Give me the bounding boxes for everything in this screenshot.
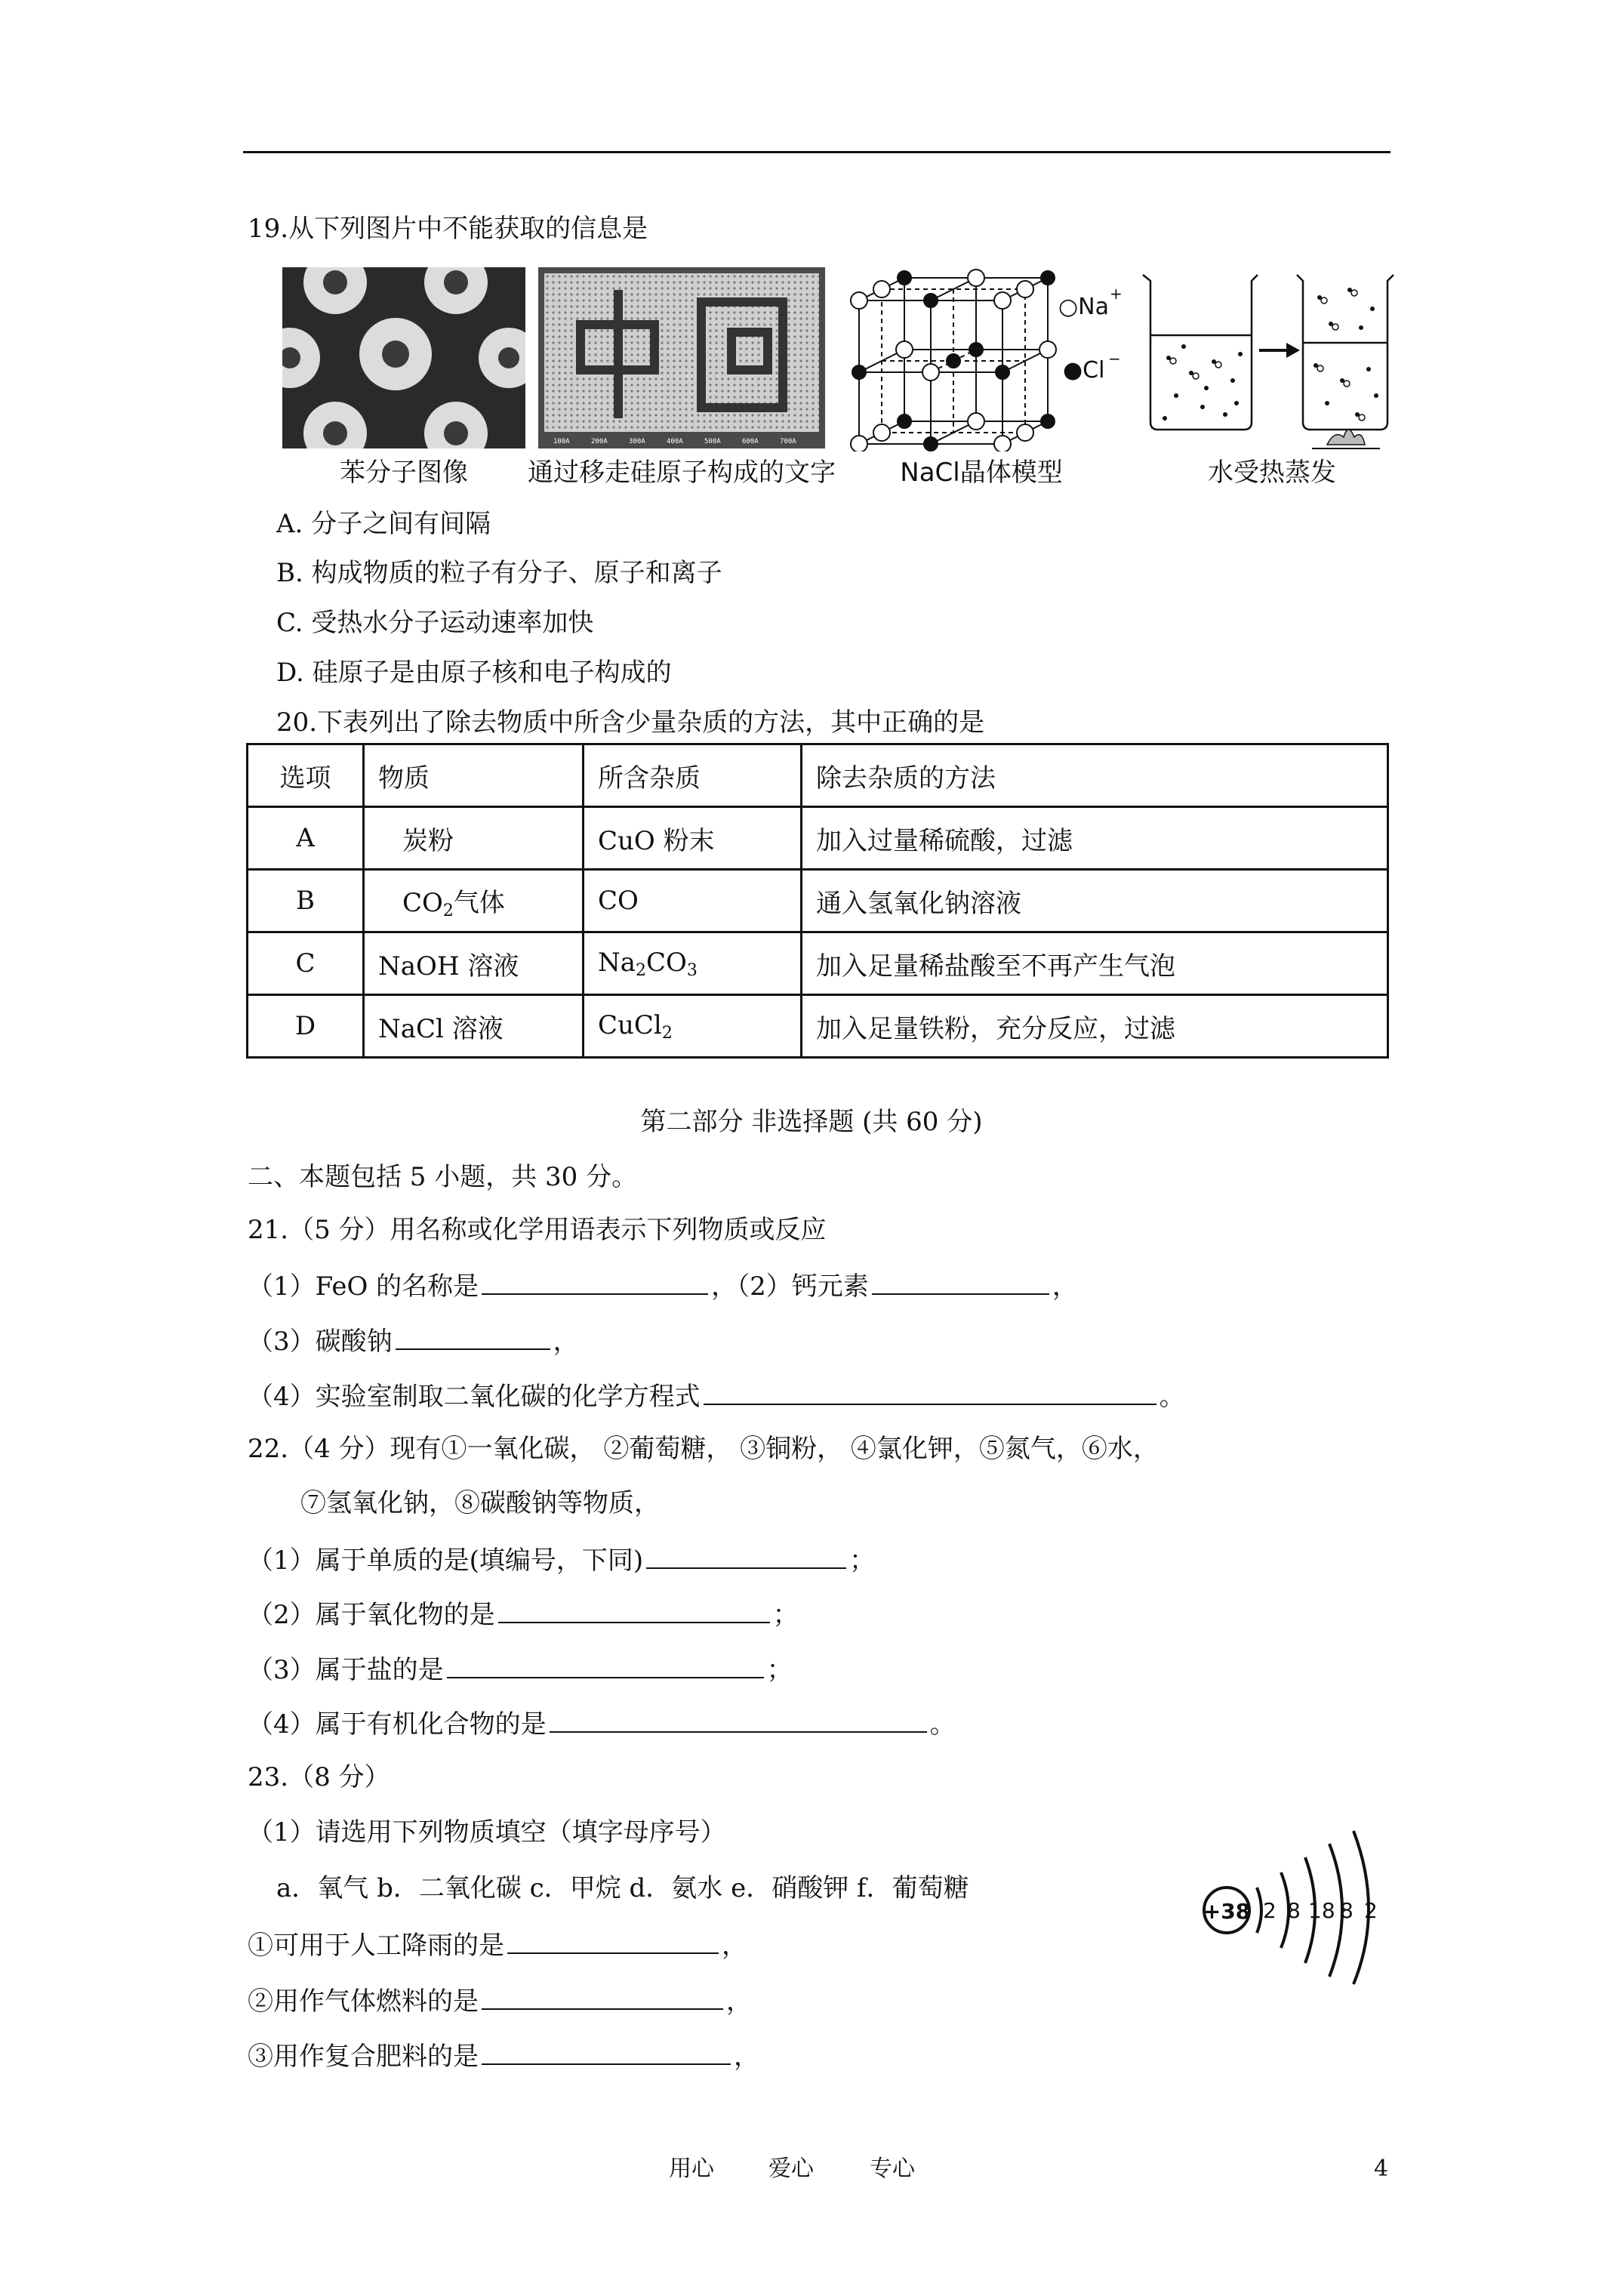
legend-cl: ●Cl	[1063, 357, 1105, 384]
atom-structure-diagram	[1196, 1827, 1393, 1986]
footer-label-1: 用心	[669, 2156, 714, 2182]
q22-line3: （3）属于盐的是 ；	[248, 1651, 793, 1687]
sem-scale-600: 600A	[742, 438, 759, 445]
page-number: 4	[1374, 2156, 1389, 2182]
atom-nucleus-charge: +38	[1203, 1899, 1251, 1924]
benzene-molecule-image	[282, 267, 525, 448]
sem-scale-300: 300A	[629, 438, 645, 445]
row-a-option: A	[248, 807, 364, 870]
row-a-impurity: CuO 粉末	[584, 807, 802, 870]
legend-cl-charge: −	[1108, 350, 1121, 368]
q23-line1: （1）请选用下列物质填空（填字母序号）	[248, 1817, 726, 1848]
q21-line3: （4）实验室制取二氧化碳的化学方程式 。	[248, 1378, 1185, 1413]
header-impurity: 所含杂质	[584, 744, 802, 807]
q19-option-d: D. 硅原子是由原子核和电子构成的	[276, 658, 672, 688]
row-d-substance: NaCl 溶液	[364, 995, 584, 1058]
row-b-substance: $CO_2$气体	[364, 870, 584, 932]
water-evaporation-beakers	[1138, 267, 1395, 451]
row-d-method: 加入足量铁粉，充分反应，过滤	[802, 995, 1388, 1058]
q22-stem: 22.（4 分）现有①一氧化碳， ②葡萄糖， ③铜粉， ④氯化钾，⑤氮气，⑥水，	[248, 1434, 1159, 1464]
atom-shell-2: 8	[1287, 1898, 1301, 1923]
sem-scale-500: 500A	[704, 438, 721, 445]
answer-blank[interactable]	[396, 1323, 550, 1350]
part2-title: 第二部分 非选择题 (共 60 分)	[640, 1107, 983, 1137]
q20-table	[246, 743, 1389, 1059]
q20-stem: 20.下表列出了除去物质中所含少量杂质的方法，其中正确的是	[276, 707, 985, 738]
answer-blank[interactable]	[550, 1706, 927, 1733]
q22-line4: （4）属于有机化合物的是 。	[248, 1706, 956, 1741]
footer-label-3: 专心	[870, 2156, 915, 2182]
caption-water: 水受热蒸发	[1208, 458, 1336, 488]
row-a-substance: 炭粉	[364, 807, 584, 870]
q19-stem: 19.从下列图片中不能获取的信息是	[248, 214, 648, 244]
q23-s3: ③用作复合肥料的是 ，	[248, 2038, 759, 2073]
table-row	[248, 932, 1388, 995]
silicon-atom-text-image	[538, 267, 825, 448]
atom-shell-4: 8	[1340, 1898, 1354, 1923]
row-c-substance: NaOH 溶液	[364, 932, 584, 995]
header-substance: 物质	[364, 744, 584, 807]
row-d-option: D	[248, 995, 364, 1058]
sem-scale-200: 200A	[591, 438, 608, 445]
table-row	[248, 995, 1388, 1058]
caption-silicon: 通过移走硅原子构成的文字	[528, 458, 836, 488]
row-c-method: 加入足量稀盐酸至不再产生气泡	[802, 932, 1388, 995]
q22-line2: （2）属于氧化物的是 ；	[248, 1596, 799, 1632]
part2-section: 二、本题包括 5 小题，共 30 分。	[248, 1162, 638, 1192]
answer-blank[interactable]	[482, 1268, 708, 1295]
answer-blank[interactable]	[482, 2038, 731, 2065]
q21-stem: 21.（5 分）用名称或化学用语表示下列物质或反应	[248, 1215, 827, 1245]
answer-blank[interactable]	[507, 1927, 719, 1954]
q19-option-a: A. 分子之间有间隔	[276, 509, 491, 539]
row-b-method: 通入氢氧化钠溶液	[802, 870, 1388, 932]
nacl-crystal-model	[844, 263, 1131, 451]
legend-na-charge: +	[1110, 285, 1123, 303]
answer-blank[interactable]	[447, 1651, 764, 1678]
table-row	[248, 870, 1388, 932]
row-d-impurity: CuCl$_2$	[584, 995, 802, 1058]
atom-shell-3: 18	[1308, 1898, 1335, 1923]
sem-scale-100: 100A	[553, 438, 570, 445]
footer-label-2: 爱心	[768, 2156, 814, 2182]
header-option: 选项	[248, 744, 364, 807]
q21-line2: （3）碳酸钠 ，	[248, 1323, 579, 1358]
atom-shell-1: 2	[1263, 1898, 1277, 1923]
answer-blank[interactable]	[704, 1378, 1156, 1405]
q21-line1: （1）FeO 的名称是 ，（2）钙元素 ，	[248, 1268, 1078, 1303]
answer-blank[interactable]	[498, 1596, 770, 1623]
q23-s2: ②用作气体燃料的是 ，	[248, 1983, 752, 2018]
row-c-option: C	[248, 932, 364, 995]
atom-shell-5: 2	[1364, 1898, 1378, 1923]
caption-nacl: NaCl晶体模型	[900, 458, 1063, 488]
q23-stem: 23.（8 分）	[248, 1762, 390, 1792]
q23-choices: a．氧气 b．二氧化碳 c．甲烷 d．氨水 e．硝酸钾 f．葡萄糖	[276, 1873, 969, 1903]
q22-line1: （1）属于单质的是(填编号，下同) ；	[248, 1542, 875, 1577]
row-b-impurity: CO	[584, 870, 802, 932]
q19-option-c: C. 受热水分子运动速率加快	[276, 608, 594, 638]
sem-scale-400: 400A	[667, 438, 683, 445]
answer-blank[interactable]	[482, 1983, 723, 2010]
sem-scale-700: 700A	[780, 438, 796, 445]
table-row	[248, 807, 1388, 870]
header-rule	[243, 151, 1390, 153]
header-method: 除去杂质的方法	[802, 744, 1388, 807]
table-header-row	[248, 744, 1388, 807]
answer-blank[interactable]	[646, 1542, 846, 1569]
row-c-impurity: $Na_2CO_3$	[584, 932, 802, 995]
row-a-method: 加入过量稀硫酸，过滤	[802, 807, 1388, 870]
q19-option-b: B. 构成物质的粒子有分子、原子和离子	[276, 558, 722, 588]
answer-blank[interactable]	[872, 1268, 1049, 1295]
q22-stem-2: ⑦氢氧化钠，⑧碳酸钠等物质，	[300, 1488, 660, 1518]
q23-s1: ①可用于人工降雨的是 ，	[248, 1927, 747, 1962]
row-b-option: B	[248, 870, 364, 932]
caption-benzene: 苯分子图像	[340, 458, 468, 488]
legend-na: ○Na	[1058, 294, 1110, 320]
